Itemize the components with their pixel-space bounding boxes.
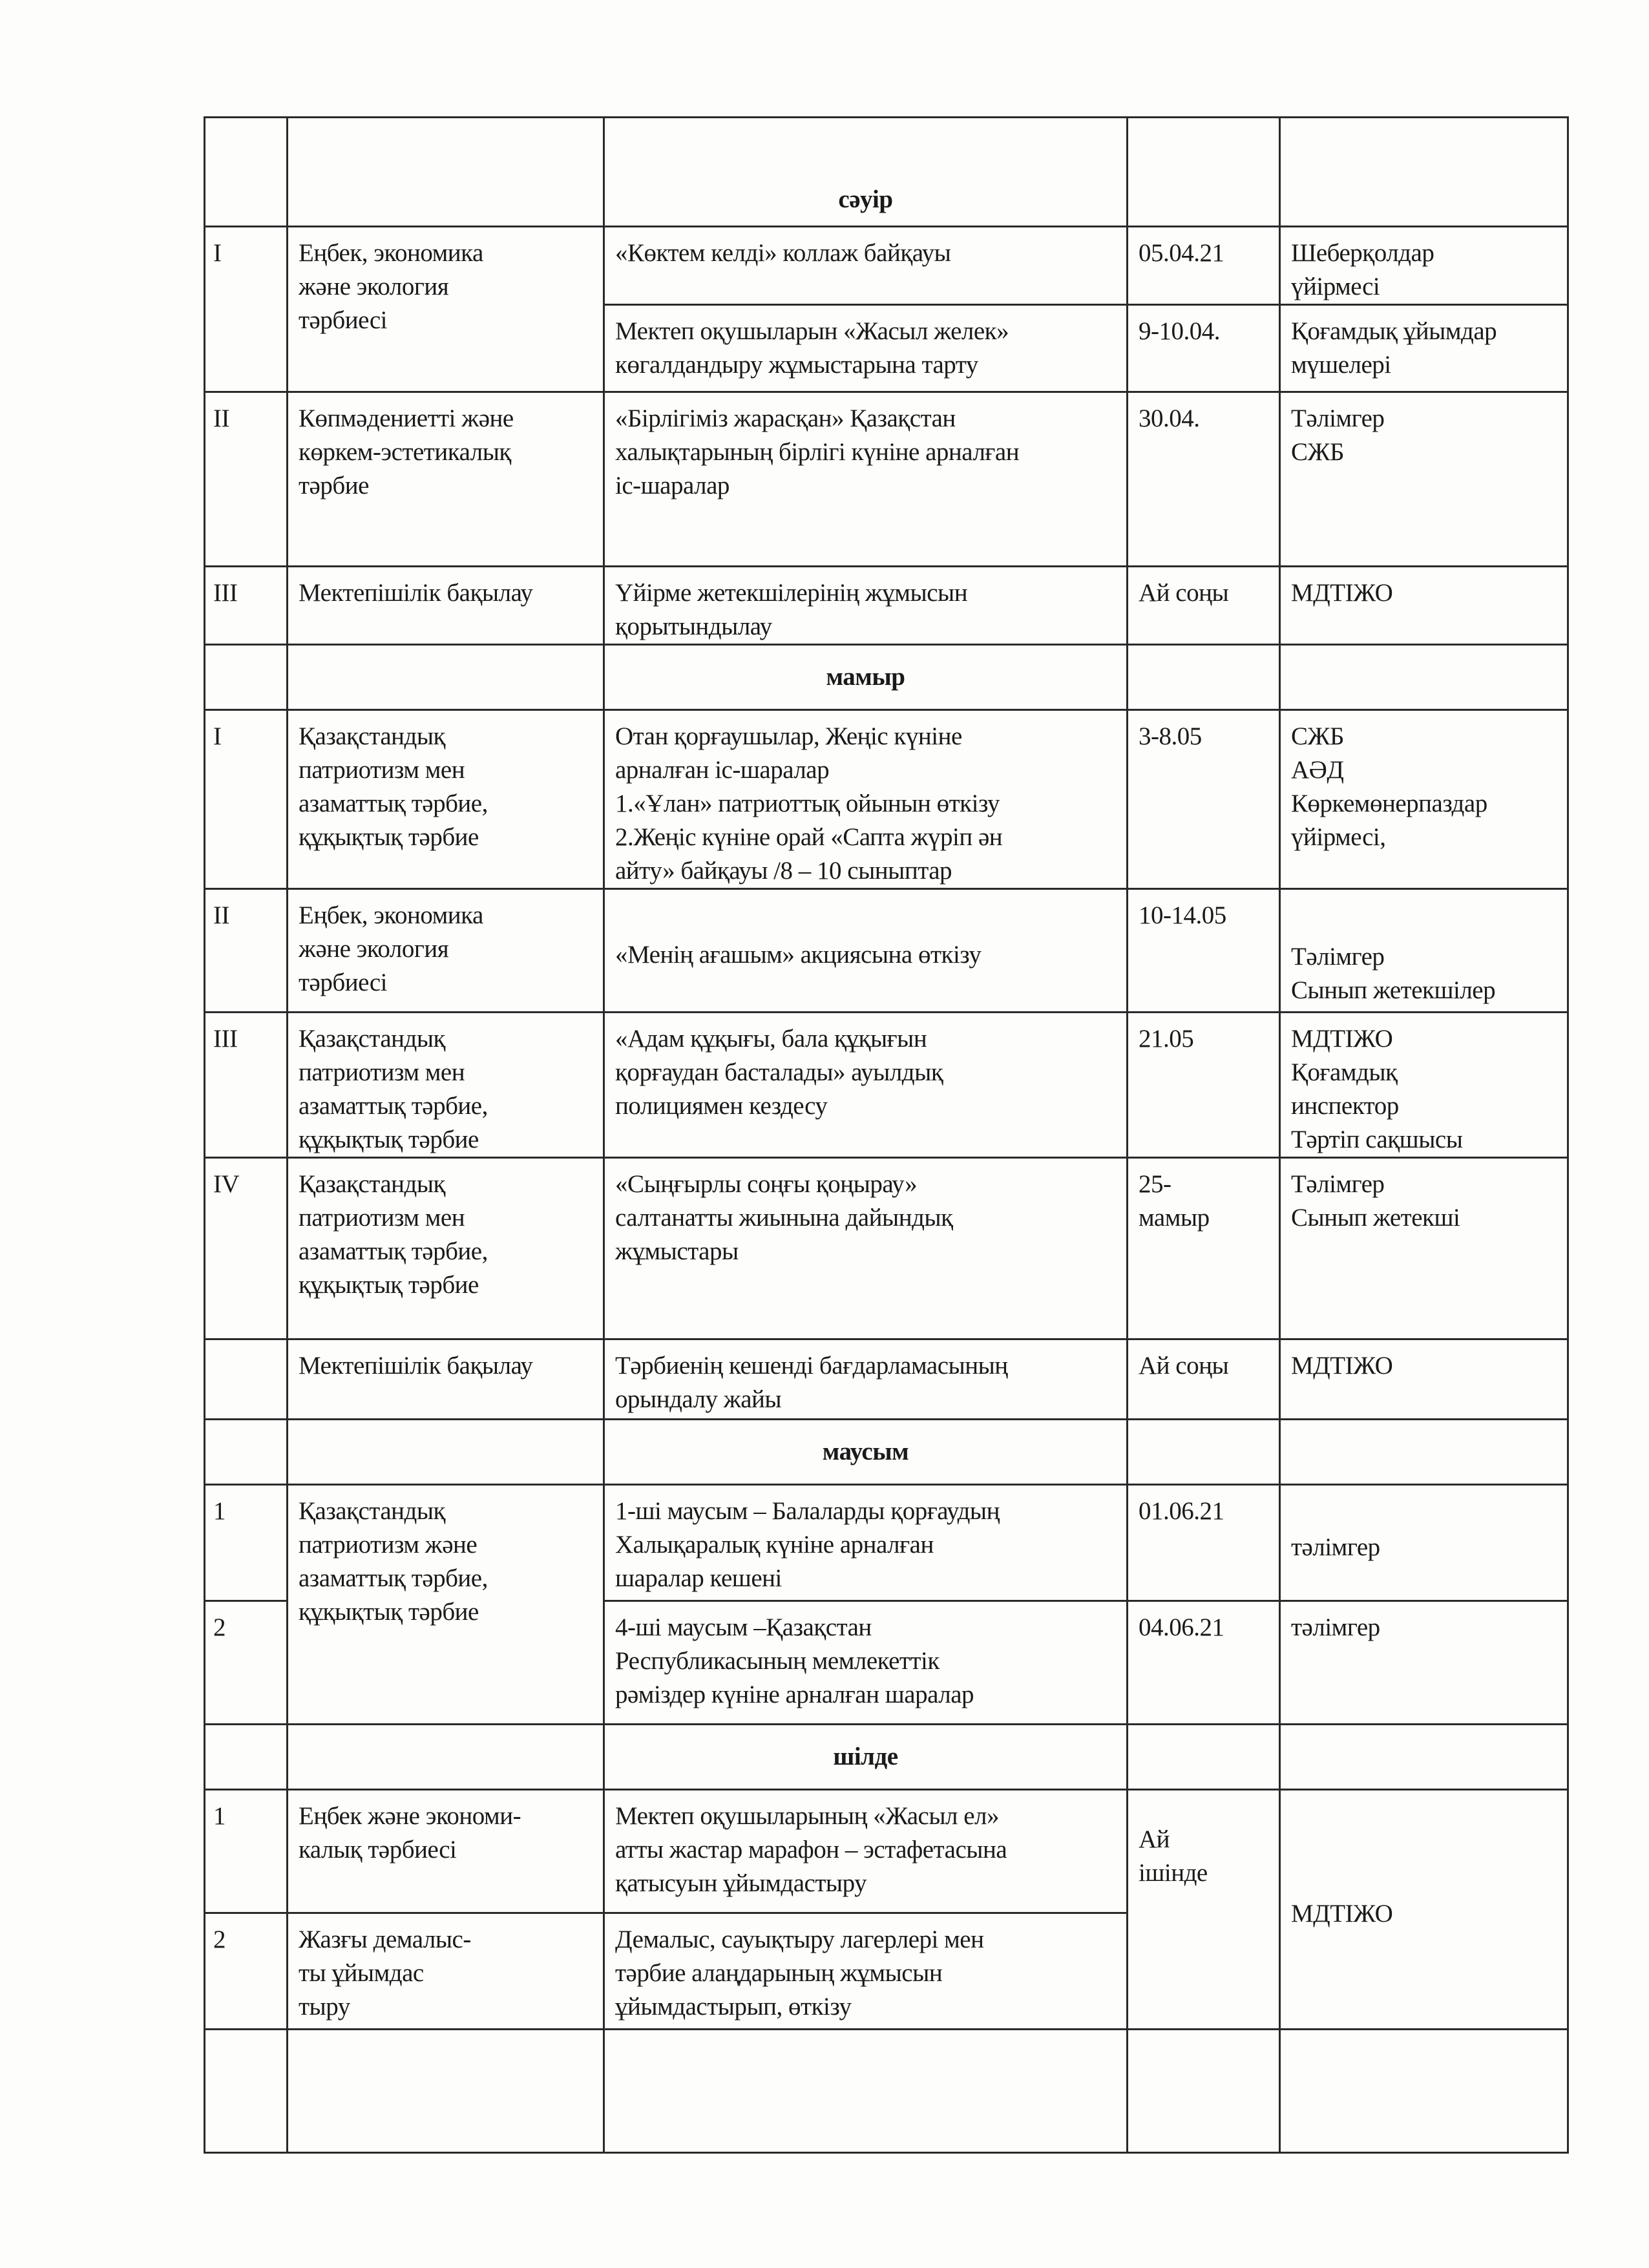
row-number: II: [205, 889, 288, 1013]
responsible-cell: Тәлімгер Сынып жетекші: [1280, 1158, 1568, 1339]
event-cell: «Көктем келді» коллаж байқауы: [604, 227, 1128, 305]
row-number: IV: [205, 1158, 288, 1339]
row-number: I: [205, 227, 288, 392]
responsible-cell: МДТІЖО: [1280, 567, 1568, 645]
table-row: [205, 1485, 1568, 1601]
month-header-row: [205, 1420, 1568, 1485]
date-cell: Ай соңы: [1128, 1339, 1280, 1420]
event-cell: «Сыңғырлы соңғы қоңырау» салтанатты жиынына дайындық жұмыстары: [604, 1158, 1128, 1339]
responsible-cell: Қоғамдық ұйымдар мүшелері: [1280, 305, 1568, 392]
direction-cell: Қазақстандық патриотизм мен азаматтық тәрбие, құқықтық тәрбие: [288, 1158, 604, 1339]
empty-row: [205, 2030, 1568, 2153]
table-row: [205, 1339, 1568, 1420]
date-cell: 21.05: [1128, 1013, 1280, 1158]
event-cell: Тәрбиенің кешенді бағдарламасының орындалу жайы: [604, 1339, 1128, 1420]
month-header-row: [205, 1725, 1568, 1790]
event-cell: Демалыс, сауықтыру лагерлері мен тәрбие алаңдарының жұмысын ұйымдастырып, өткізу: [604, 1913, 1128, 2030]
responsible-cell: МДТІЖО: [1280, 1790, 1568, 2030]
row-number: 2: [205, 1913, 288, 2030]
month-title: маусым: [604, 1420, 1128, 1485]
month-header-row: [205, 118, 1568, 227]
date-cell: 10-14.05: [1128, 889, 1280, 1013]
responsible-cell: Тәлімгер СЖБ: [1280, 392, 1568, 567]
date-cell: 9-10.04.: [1128, 305, 1280, 392]
date-cell: Ай соңы: [1128, 567, 1280, 645]
event-cell: 4-ші маусым –Қазақстан Республикасының мемлекеттік рәміздер күніне арналған шаралар: [604, 1601, 1128, 1725]
direction-cell: Жазғы демалыс- ты ұйымдас тыру: [288, 1913, 604, 2030]
row-number: 2: [205, 1601, 288, 1725]
date-cell: 04.06.21: [1128, 1601, 1280, 1725]
direction-cell: Қазақстандық патриотизм мен азаматтық тәрбие, құқықтық тәрбие: [288, 1013, 604, 1158]
event-cell: Мектеп оқушыларының «Жасыл ел» атты жастар марафон – эстафетасына қатысуын ұйымдастыру: [604, 1790, 1128, 1913]
table-row: [205, 889, 1568, 1013]
date-cell: Ай ішінде: [1128, 1790, 1280, 2030]
direction-cell: Еңбек және экономи- калық тәрбиесі: [288, 1790, 604, 1913]
date-cell: 25- мамыр: [1128, 1158, 1280, 1339]
table-row: [205, 710, 1568, 889]
table-row: [205, 392, 1568, 567]
row-number: 1: [205, 1790, 288, 1913]
row-number: [205, 1339, 288, 1420]
event-cell: «Менің ағашым» акциясына өткізу: [604, 889, 1128, 1013]
event-cell: «Адам құқығы, бала құқығын қорғаудан басталады» ауылдық полициямен кездесу: [604, 1013, 1128, 1158]
date-cell: 05.04.21: [1128, 227, 1280, 305]
table-row: [205, 567, 1568, 645]
direction-cell: Мектепішілік бақылау: [288, 567, 604, 645]
month-title: сәуір: [604, 118, 1128, 227]
date-cell: 3-8.05: [1128, 710, 1280, 889]
event-cell: 1-ші маусым – Балаларды қорғаудың Халықаралық күніне арналған шаралар кешені: [604, 1485, 1128, 1601]
month-header-row: [205, 645, 1568, 710]
activity-plan-table: [204, 116, 1569, 2154]
table-row: [205, 1790, 1568, 1913]
table-row: [205, 1158, 1568, 1339]
direction-cell: Қазақстандық патриотизм және азаматтық тәрбие, құқықтық тәрбие: [288, 1485, 604, 1725]
responsible-cell: МДТІЖО: [1280, 1339, 1568, 1420]
responsible-cell: МДТІЖО Қоғамдық инспектор Тәртіп сақшысы: [1280, 1013, 1568, 1158]
direction-cell: Еңбек, экономика және экология тәрбиесі: [288, 889, 604, 1013]
event-cell: Үйірме жетекшілерінің жұмысын қорытындылау: [604, 567, 1128, 645]
event-cell: «Бірлігіміз жарасқан» Қазақстан халықтарының бірлігі күніне арналған іс-шаралар: [604, 392, 1128, 567]
month-title: мамыр: [604, 645, 1128, 710]
direction-cell: Мектепішілік бақылау: [288, 1339, 604, 1420]
row-number: 1: [205, 1485, 288, 1601]
responsible-cell: СЖБ АӘД Көркемөнерпаздар үйірмесі,: [1280, 710, 1568, 889]
row-number: III: [205, 1013, 288, 1158]
responsible-cell: Шеберқолдар үйірмесі: [1280, 227, 1568, 305]
row-number: I: [205, 710, 288, 889]
event-cell: Мектеп оқушыларын «Жасыл желек» көгалдандыру жұмыстарына тарту: [604, 305, 1128, 392]
table-row: [205, 1013, 1568, 1158]
date-cell: 01.06.21: [1128, 1485, 1280, 1601]
row-number: II: [205, 392, 288, 567]
date-cell: 30.04.: [1128, 392, 1280, 567]
responsible-cell: тәлімгер: [1280, 1485, 1568, 1601]
responsible-cell: Тәлімгер Сынып жетекшілер: [1280, 889, 1568, 1013]
month-title: шілде: [604, 1725, 1128, 1790]
direction-cell: Қазақстандық патриотизм мен азаматтық тәрбие, құқықтық тәрбие: [288, 710, 604, 889]
direction-cell: Еңбек, экономика және экология тәрбиесі: [288, 227, 604, 392]
table-row: [205, 227, 1568, 305]
event-cell: Отан қорғаушылар, Жеңіс күніне арналған іс-шаралар 1.«Ұлан» патриоттық ойынын өткізу 2.Жеңіс күніне орай «Сапта жүріп ән айту» байқауы /8 – 10 сыныптар: [604, 710, 1128, 889]
responsible-cell: тәлімгер: [1280, 1601, 1568, 1725]
row-number: III: [205, 567, 288, 645]
direction-cell: Көпмәдениетті және көркем-эстетикалық тәрбие: [288, 392, 604, 567]
